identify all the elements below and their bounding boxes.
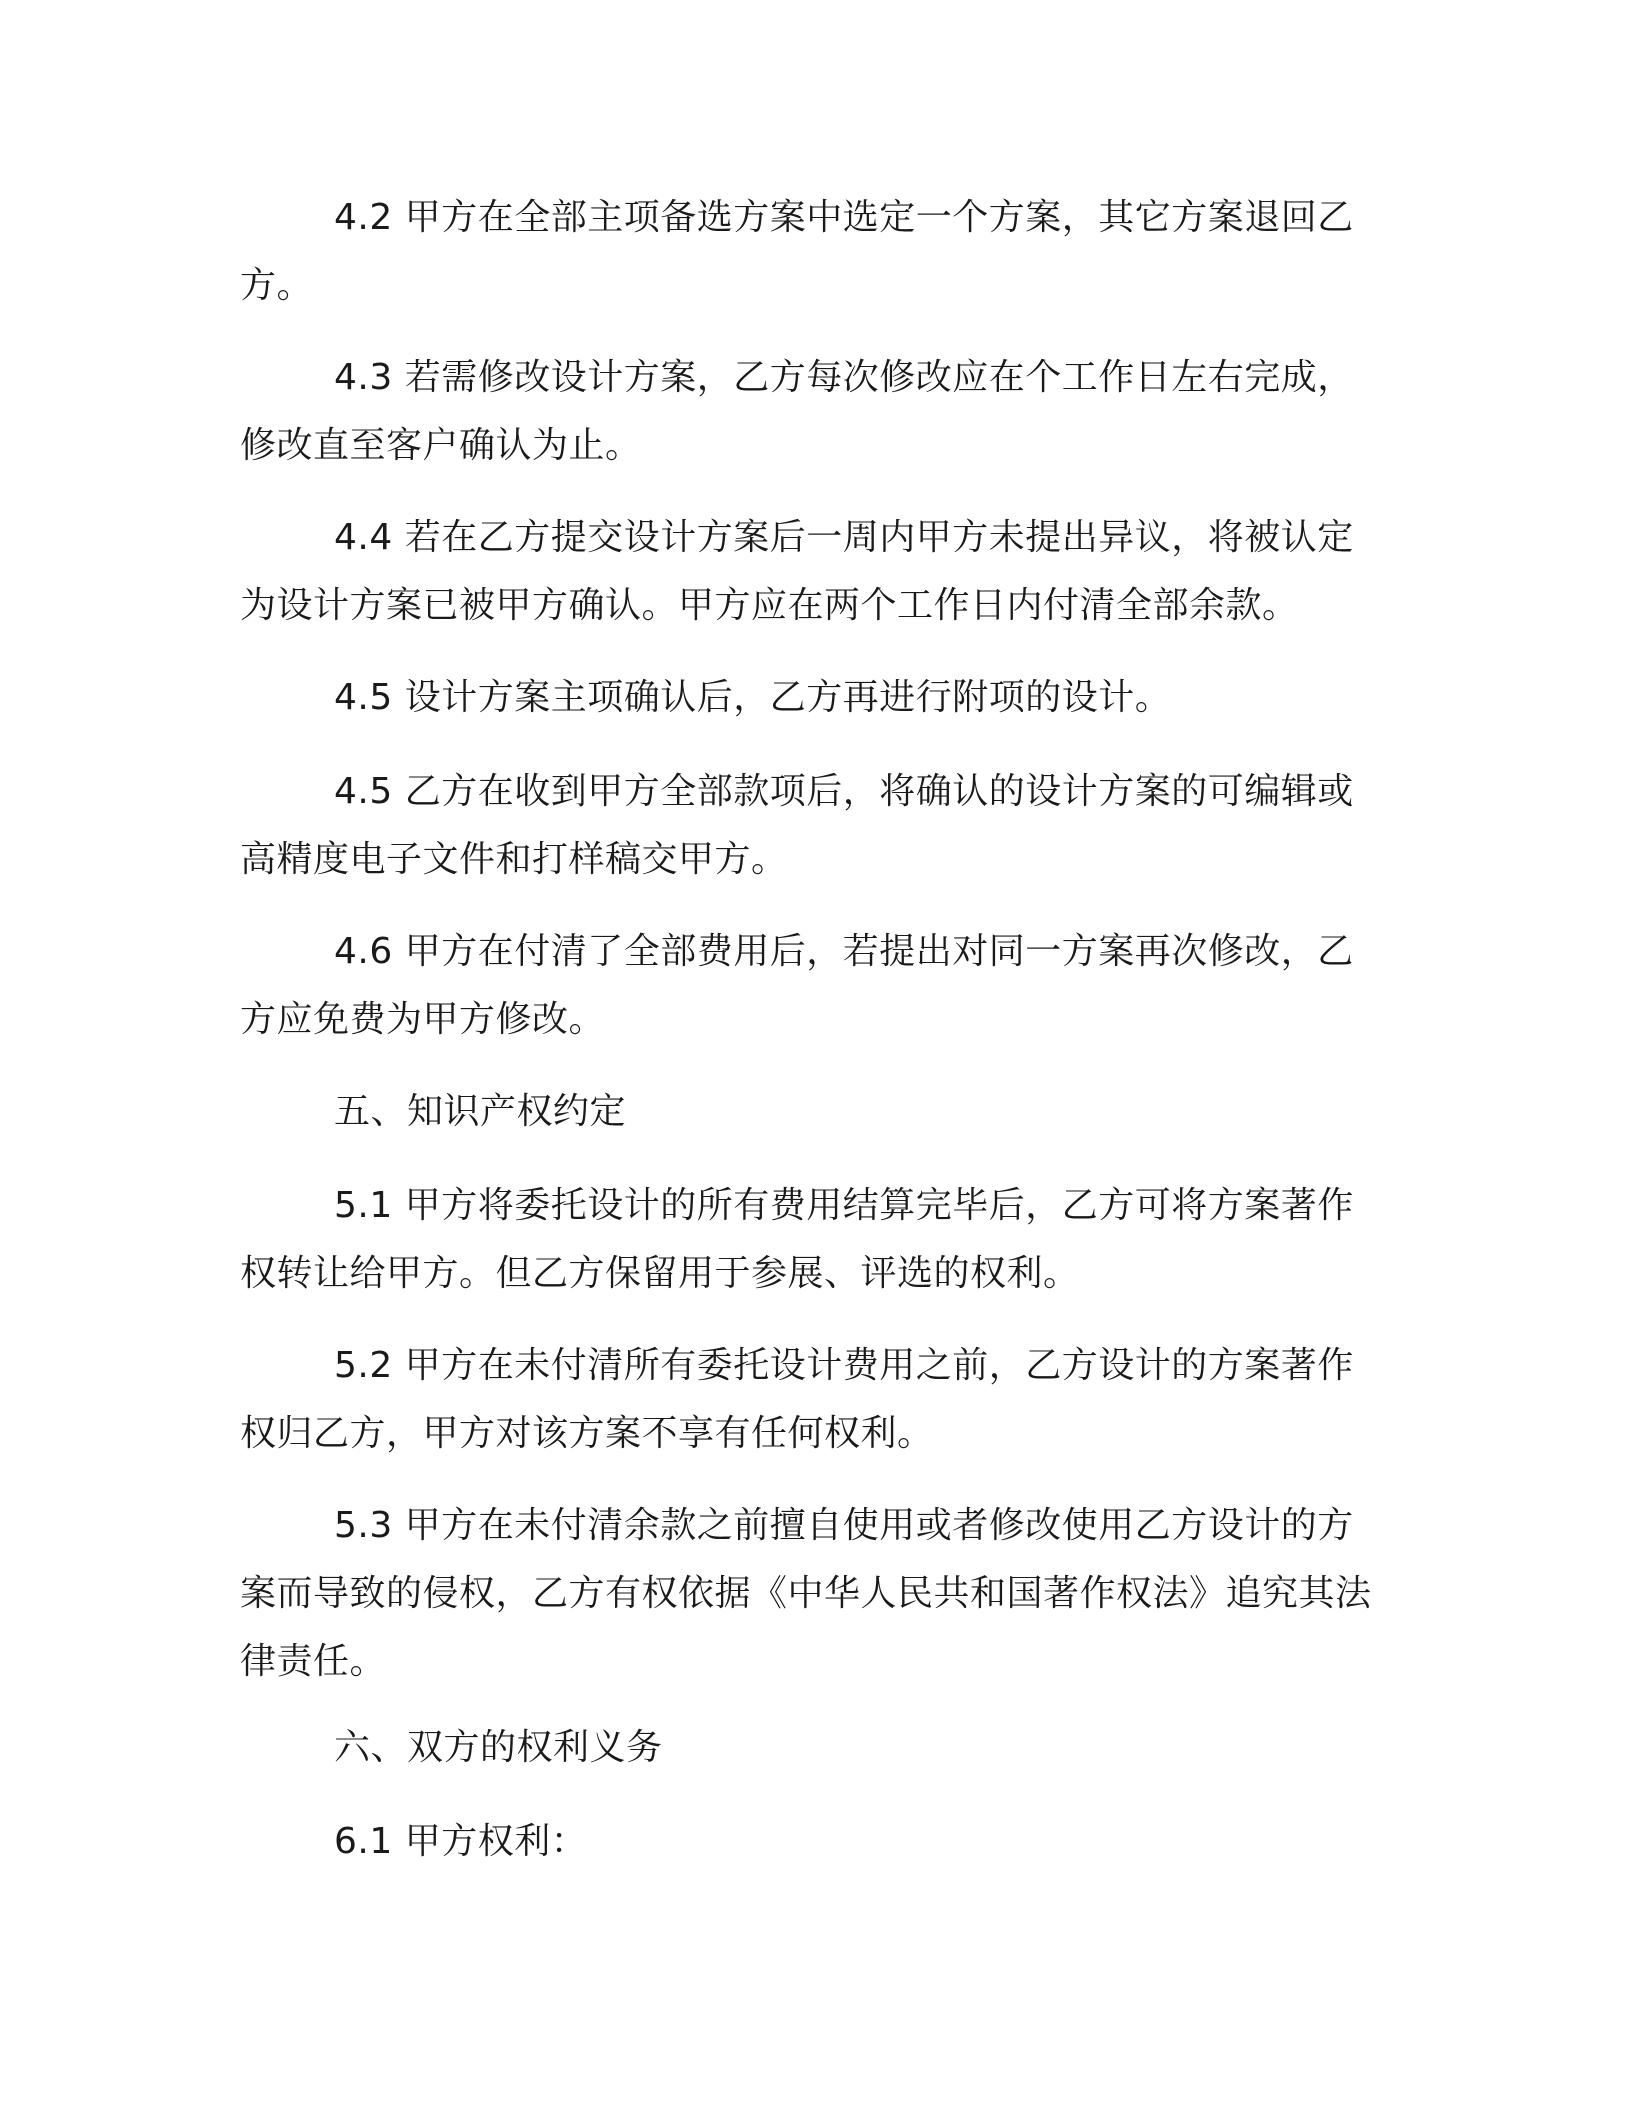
clause-6-1: 6.1 甲方权利： — [334, 1821, 588, 1862]
clause-4-6: 4.6 甲方在付清了全部费用后，若提出对同一方案再次修改，乙方应免费为甲方修改。 — [240, 931, 1354, 1040]
clause-4-4: 4.4 若在乙方提交设计方案后一周内甲方未提出异议，将被认定为设计方案已被甲方确认。甲方应在两个工作日内付清全部余款。 — [240, 517, 1354, 626]
clause-4-5-b: 4.5 乙方在收到甲方全部款项后，将确认的设计方案的可编辑或高精度电子文件和打样稿交甲方。 — [240, 771, 1354, 880]
section-heading-6: 六、双方的权利义务 — [334, 1727, 663, 1768]
clause-5-2: 5.2 甲方在未付清所有委托设计费用之前，乙方设计的方案著作权归乙方，甲方对该方案不享有任何权利。 — [240, 1345, 1354, 1454]
clause-4-3: 4.3 若需修改设计方案，乙方每次修改应在个工作日左右完成，修改直至客户确认为止。 — [240, 357, 1354, 466]
clause-4-5-a: 4.5 设计方案主项确认后，乙方再进行附项的设计。 — [334, 677, 1172, 718]
clause-5-1: 5.1 甲方将委托设计的所有费用结算完毕后，乙方可将方案著作权转让给甲方。但乙方保留用于参展、评选的权利。 — [240, 1185, 1354, 1294]
clause-4-2: 4.2 甲方在全部主项备选方案中选定一个方案，其它方案退回乙方。 — [240, 197, 1354, 306]
clause-5-3: 5.3 甲方在未付清余款之前擅自使用或者修改使用乙方设计的方案而导致的侵权，乙方有权依据《中华人民共和国著作权法》追究其法律责任。 — [240, 1505, 1372, 1682]
section-heading-5: 五、知识产权约定 — [334, 1091, 627, 1132]
